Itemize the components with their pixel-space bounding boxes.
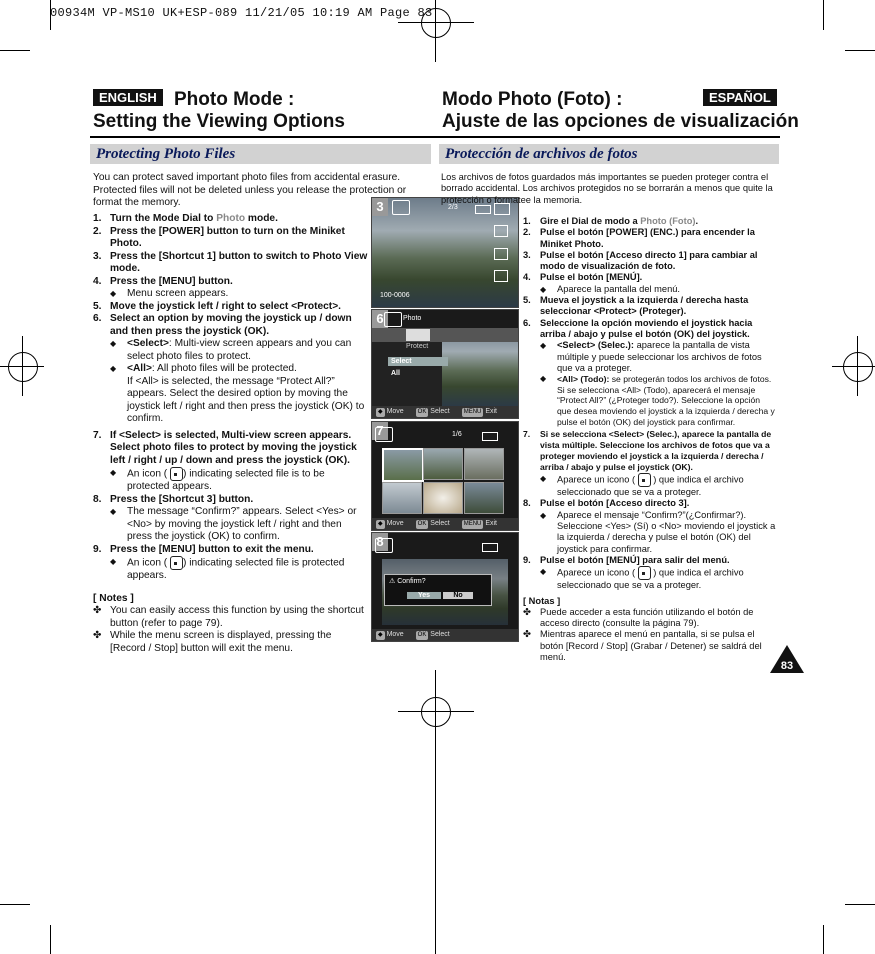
- protect-icon: [494, 248, 508, 260]
- registration-line: [832, 366, 875, 367]
- steps-es: [523, 216, 776, 663]
- screenshot-step-8: [371, 532, 519, 642]
- step-en-8: 8. Press the [Shortcut 3] button.: [93, 493, 254, 505]
- step-es-5: 5. Mueva el joystick a la izquierda / derecha hasta seleccionar <Protect> (Proteger).: [523, 295, 749, 317]
- hint-move: Move: [386, 631, 404, 638]
- registration-target-icon: [8, 352, 38, 382]
- confirm-message: ⚠ Confirm?: [389, 578, 426, 585]
- header-rule: [90, 136, 780, 138]
- hint-select: Select: [430, 408, 450, 415]
- registration-line: [398, 711, 474, 712]
- section-title-en: Protecting Photo Files: [96, 146, 236, 162]
- step-en-8-detail: ◆ The message “Confirm?” appears. Select <Yes> or <No> by moving the joystick left / right and then press the joystick (OK) to confirm.: [110, 506, 357, 543]
- yes-button[interactable]: Yes: [407, 592, 441, 599]
- step-es-8: 8. Pulse el botón [Acceso directo 3].: [523, 498, 690, 509]
- step-es-6-all: ◆ <All> (Todo): se protegerán todos los archivos de fotos. Si se selecciona <All> (Todo), aparecerá el mensaje “Protect All?” (¿Proteger todo?). Seleccione la opción que desea moviendo el joystick a la izquierda / derecha y pulse el botón (OK) del joystick para confirmar.: [540, 374, 775, 427]
- page-number-badge: [770, 645, 804, 673]
- step-en-6-select: ◆ <Select>: Multi-view screen appears and you can select photo files to protect.: [110, 338, 352, 362]
- print-header: 00934M VP-MS10 UK+ESP-089 11/21/05 10:19 AM Page 83: [50, 6, 433, 20]
- lock-icon: [638, 566, 651, 580]
- note-es-1: ✤ Puede acceder a esta función utilizando el botón de acceso directo (consulte la página 79).: [523, 606, 754, 629]
- hint-exit: Exit: [485, 520, 497, 527]
- delete-icon: [494, 270, 508, 282]
- step-en-5: 5. Move the joystick left / right to select <Protect>.: [93, 300, 341, 312]
- lock-icon: [170, 556, 183, 570]
- control-bar: [372, 406, 518, 418]
- slideshow-icon: [494, 225, 508, 237]
- menu-title: Protect: [406, 343, 429, 350]
- step-es-8-detail: ◆ Aparece el mensaje “Confirm?”(¿Confirmar?). Seleccione <Yes> (Sí) o <No> moviendo el joystick a la izquierda / derecha y pulse el botón (OK) del joystick para confirmar.: [540, 509, 776, 554]
- step-es-6-select: ◆ <Select> (Selec.): aparece la pantalla de vista múltiple y puede seleccionar los archivos de fotos que va a proteger.: [540, 340, 762, 373]
- hint-select: Select: [430, 631, 450, 638]
- photo-thumbnail[interactable]: [382, 482, 422, 514]
- crop-mark: [823, 925, 824, 954]
- step-es-3: 3. Pulse el botón [Acceso directo 1] para cambiar al modo de visualización de foto.: [523, 249, 758, 272]
- ok-icon: OK: [417, 409, 427, 415]
- registration-line: [22, 336, 23, 396]
- menu-panel: [372, 342, 442, 406]
- note-es-2: ✤ Mientras aparece el menú en pantalla, si se pulsa el botón [Record / Stop] (Grabar / Detener) se saldrá del menú.: [523, 629, 762, 662]
- crop-mark: [50, 0, 51, 30]
- step-en-7-detail: ◆ An icon ( ) indicating selected file is to be protected appears.: [110, 468, 325, 493]
- step-number-badge: 3: [372, 198, 388, 216]
- step-es-9-detail: ◆ Aparece un icono ( ) que indica el archivo seleccionado que se va a proteger.: [540, 567, 744, 591]
- step-en-9: 9. Press the [MENU] button to exit the menu.: [93, 543, 314, 555]
- note-en-1: ✤ You can easily access this function by using the shortcut button (refer to page 79).: [93, 605, 364, 629]
- lock-icon: [638, 473, 651, 487]
- battery-icon: [475, 205, 491, 214]
- step-es-2: 2. Pulse el botón [POWER] (ENC.) para encender la Miniket Photo.: [523, 227, 755, 249]
- ok-icon: OK: [417, 632, 427, 638]
- menu-icon: MENU: [463, 521, 482, 527]
- camera-icon: [384, 312, 402, 327]
- step-number-badge: 7: [372, 422, 388, 440]
- file-counter: 2/3: [448, 204, 458, 211]
- registration-line: [398, 22, 474, 23]
- screenshot-step-6: [371, 309, 519, 419]
- registration-target-icon: [843, 352, 873, 382]
- hint-move: Move: [386, 520, 404, 527]
- step-en-6: 6. Select an option by moving the joystick up / down and then press the joystick (OK).: [93, 313, 352, 337]
- page-number: 83: [780, 660, 794, 672]
- control-bar: [372, 518, 518, 530]
- crop-mark: [50, 925, 51, 954]
- step-en-2: 2. Press the [POWER] button to turn on the Miniket Photo.: [93, 225, 345, 249]
- step-es-7: 7. Si se selecciona <Select> (Selec.), aparece la pantalla de vista múltiple. Seleccione los archivos de fotos que va a proteger moviendo el joystick a la izquierda / derecha / arriba / abajo y pulse el joystick (OK).: [523, 429, 772, 473]
- lock-icon: [170, 467, 183, 481]
- joystick-icon: ◆: [378, 521, 383, 527]
- step-number-badge: 8: [372, 533, 388, 551]
- confirm-dialog: [384, 574, 492, 606]
- battery-icon: [482, 543, 498, 552]
- registration-line: [857, 336, 858, 396]
- step-en-1: 1. Turn the Mode Dial to Photo mode.: [93, 213, 278, 224]
- menu-tab-bar: [372, 328, 518, 342]
- section-bar-en: [90, 144, 431, 164]
- steps-en: [93, 213, 368, 655]
- step-es-9: 9. Pulse el botón [MENÚ] para salir del menú.: [523, 554, 730, 565]
- registration-target-icon: [421, 697, 451, 727]
- mode-label: Photo: [403, 315, 422, 322]
- section-title-es: Protección de archivos de fotos: [445, 146, 638, 162]
- hint-move: Move: [386, 408, 404, 415]
- protect-tab-icon[interactable]: [406, 329, 430, 341]
- notes-title-es: [ Notas ]: [523, 595, 561, 606]
- step-es-4-detail: ◆ Aparece la pantalla del menú.: [540, 283, 681, 294]
- photo-thumbnail[interactable]: [464, 482, 504, 514]
- page-title-es-1: Modo Photo (Foto) :: [442, 89, 623, 110]
- language-tag-english: ENGLISH: [93, 89, 163, 106]
- camera-icon: [375, 427, 393, 442]
- file-counter: 1/6: [452, 431, 462, 438]
- registration-target-icon: [421, 8, 451, 38]
- hint-select: Select: [430, 520, 450, 527]
- battery-icon: [482, 432, 498, 441]
- menu-option-all[interactable]: All: [391, 370, 400, 377]
- page-title-en-1: Photo Mode :: [174, 89, 295, 110]
- screenshot-step-7: [371, 421, 519, 531]
- step-en-6-all: ◆ <All>: All photo files will be protected. If <All> is selected, the message “Protect All?” appears. Select the desired option by moving the joystick left / right and then press the joystick (OK) to confirm.: [110, 363, 365, 424]
- photo-thumbnail[interactable]: [423, 448, 463, 480]
- photo-thumbnail[interactable]: [382, 448, 424, 482]
- joystick-icon: ◆: [378, 409, 383, 415]
- step-en-7: 7. If <Select> is selected, Multi-view screen appears. Select photo files to protect by moving the joystick left / right / up / down and press the joystick (OK).: [93, 429, 357, 466]
- crop-mark: [845, 50, 875, 51]
- step-en-4-detail: ◆ Menu screen appears.: [110, 288, 229, 299]
- step-es-6: 6. Seleccione la opción moviendo el joystick hacia arriba / abajo y pulse el botón (OK) del joystick.: [523, 317, 753, 339]
- step-number-badge: 6: [372, 310, 388, 328]
- photo-thumbnail[interactable]: [464, 448, 504, 480]
- crop-mark: [845, 904, 875, 905]
- note-en-2: ✤ While the menu screen is displayed, pressing the [Record / Stop] button will exit the menu.: [93, 630, 332, 654]
- step-es-7-detail: ◆ Aparece un icono ( ) que indica el archivo seleccionado que se va a proteger.: [540, 474, 744, 498]
- menu-icon: MENU: [463, 409, 482, 415]
- menu-option-select[interactable]: Select: [388, 357, 448, 366]
- intro-en: You can protect saved important photo files from accidental erasure. Protected files will not be deleted unless you release the protection or format the memory.: [93, 172, 407, 208]
- step-en-3: 3. Press the [Shortcut 1] button to switch to Photo View mode.: [93, 250, 368, 274]
- photo-thumbnail[interactable]: [423, 482, 463, 514]
- no-button[interactable]: No: [443, 592, 473, 599]
- crop-mark: [823, 0, 824, 30]
- crop-mark: [0, 904, 30, 905]
- step-es-1: 1. Gire el Dial de modo a Photo (Foto).: [523, 216, 699, 226]
- step-en-9-detail: ◆ An icon ( ) indicating selected file is protected appears.: [110, 557, 345, 582]
- file-number: 100-0006: [380, 292, 410, 299]
- intro-es: Los archivos de fotos guardados más importantes se pueden proteger contra el borrado accidental. Los archivos protegidos no se borrarán a menos que quite la protección o formatee la memoria.: [441, 172, 773, 205]
- notes-title-en: [ Notes ]: [93, 592, 134, 604]
- crop-mark: [0, 50, 30, 51]
- step-es-4: 4. Pulse el botón [MENÚ].: [523, 272, 643, 283]
- camera-icon: [375, 538, 393, 553]
- control-bar: [372, 629, 518, 641]
- section-bar-es: [439, 144, 779, 164]
- warning-icon: ⚠: [389, 578, 396, 585]
- joystick-icon: ◆: [378, 632, 383, 638]
- page-title-en-2: Setting the Viewing Options: [93, 111, 345, 132]
- language-tag-spanish: ESPAÑOL: [703, 89, 777, 106]
- ok-icon: OK: [417, 521, 427, 527]
- screenshot-step-3: [371, 197, 519, 308]
- page-title-es-2: Ajuste de las opciones de visualización: [442, 111, 799, 132]
- hint-exit: Exit: [485, 408, 497, 415]
- step-en-4: 4. Press the [MENU] button.: [93, 275, 233, 287]
- camera-icon: [392, 200, 410, 215]
